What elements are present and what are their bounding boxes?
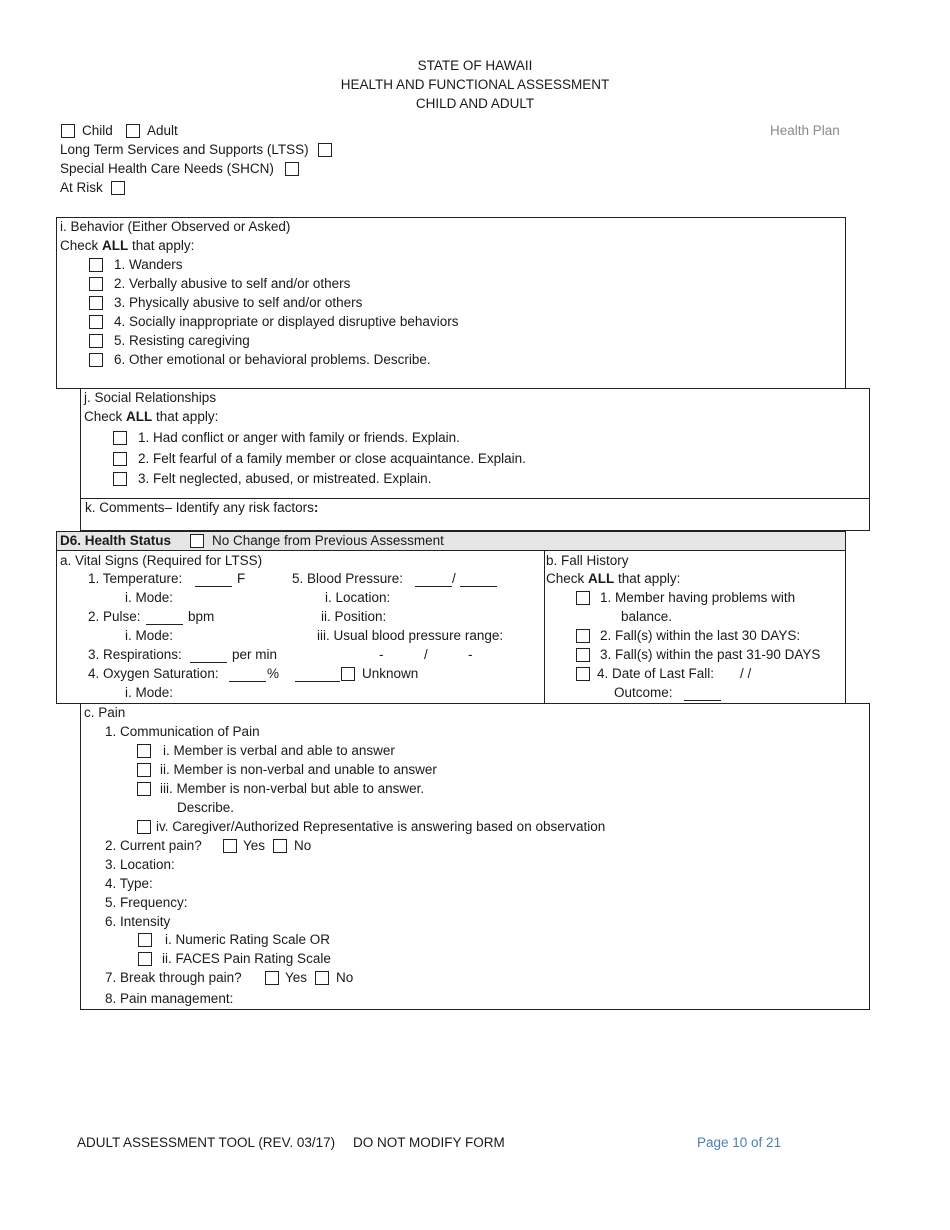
pulse-mode-label: i. Mode: bbox=[125, 628, 174, 643]
pulse-field[interactable] bbox=[146, 612, 183, 625]
behavior-instructions: Check ALL that apply: bbox=[60, 238, 195, 253]
oxygen-unknown-label: Unknown bbox=[362, 666, 419, 681]
behavior-checkbox-1[interactable] bbox=[89, 258, 103, 272]
fall-item-1: 1. Member having problems with bbox=[600, 590, 796, 605]
pain-comm-item-1: i. Member is verbal and able to answer bbox=[163, 743, 395, 758]
health-status-title: D6. Health Status bbox=[60, 533, 172, 548]
adult-label: Adult bbox=[147, 123, 178, 138]
pulse-unit: bpm bbox=[188, 609, 215, 624]
pain-intensity-label: 6. Intensity bbox=[105, 914, 171, 929]
pain-comm-checkbox-1[interactable] bbox=[137, 744, 151, 758]
shcn-label: Special Health Care Needs (SHCN) bbox=[60, 161, 274, 176]
bp-usual-range-label: iii. Usual blood pressure range: bbox=[317, 628, 504, 643]
bp-location-label: i. Location: bbox=[325, 590, 391, 605]
behavior-checkbox-2[interactable] bbox=[89, 277, 103, 291]
faces-scale-checkbox[interactable] bbox=[138, 952, 152, 966]
health-plan-label: Health Plan bbox=[770, 123, 840, 138]
health-status-header bbox=[56, 531, 846, 551]
numeric-scale-label: i. Numeric Rating Scale OR bbox=[165, 932, 331, 947]
header-line-1: STATE OF HAWAII bbox=[417, 58, 533, 73]
breakthrough-pain-label: 7. Break through pain? bbox=[105, 970, 242, 985]
no-change-label: No Change from Previous Assessment bbox=[212, 533, 444, 548]
oxygen-saturation-label: 4. Oxygen Saturation: bbox=[88, 666, 219, 681]
pulse-label: 2. Pulse: bbox=[88, 609, 141, 624]
blood-pressure-slash: / bbox=[452, 571, 456, 586]
behavior-title: i. Behavior (Either Observed or Asked) bbox=[60, 219, 291, 234]
behavior-item-6: 6. Other emotional or behavioral problems. Describe. bbox=[114, 352, 431, 367]
breakthrough-yes-label: Yes bbox=[285, 970, 308, 985]
respirations-field[interactable] bbox=[190, 650, 227, 663]
header-line-3: CHILD AND ADULT bbox=[415, 96, 535, 111]
behavior-item-4: 4. Socially inappropriate or displayed disruptive behaviors bbox=[114, 314, 459, 329]
fall-history-title: b. Fall History bbox=[546, 553, 629, 568]
social-instructions: Check ALL that apply: bbox=[84, 409, 219, 424]
respirations-label: 3. Respirations: bbox=[88, 647, 182, 662]
behavior-item-1: 1. Wanders bbox=[114, 257, 183, 272]
fall-outcome-field[interactable] bbox=[684, 688, 721, 701]
pain-communication-label: 1. Communication of Pain bbox=[105, 724, 260, 739]
oxygen-saturation-field[interactable] bbox=[229, 669, 266, 682]
fall-outcome-label: Outcome: bbox=[614, 685, 673, 700]
shcn-checkbox[interactable] bbox=[285, 162, 299, 176]
behavior-item-2: 2. Verbally abusive to self and/or others bbox=[114, 276, 351, 291]
breakthrough-no-label: No bbox=[336, 970, 354, 985]
social-checkbox-2[interactable] bbox=[113, 452, 127, 466]
fall-checkbox-1[interactable] bbox=[576, 591, 590, 605]
footer-tool-name: ADULT ASSESSMENT TOOL (REV. 03/17) bbox=[77, 1135, 336, 1150]
pain-comm-checkbox-4[interactable] bbox=[137, 820, 151, 834]
social-item-3: 3. Felt neglected, abused, or mistreated. Explain. bbox=[138, 471, 432, 486]
temperature-label: 1. Temperature: bbox=[88, 571, 183, 586]
breakthrough-yes-checkbox[interactable] bbox=[265, 971, 279, 985]
current-pain-no-label: No bbox=[294, 838, 312, 853]
fall-checkbox-4[interactable] bbox=[576, 667, 590, 681]
bp-range-dash-2: - bbox=[468, 647, 473, 662]
temperature-field[interactable] bbox=[195, 574, 232, 587]
bp-range-slash: / bbox=[424, 647, 428, 662]
footer-notice: DO NOT MODIFY FORM bbox=[353, 1135, 505, 1150]
temperature-unit: F bbox=[237, 571, 246, 586]
social-title: j. Social Relationships bbox=[84, 390, 217, 405]
pain-comm-item-4: iv. Caregiver/Authorized Representative is answering based on observation bbox=[156, 819, 606, 834]
fall-item-3: 3. Fall(s) within the past 31-90 DAYS bbox=[600, 647, 821, 662]
behavior-item-5: 5. Resisting caregiving bbox=[114, 333, 250, 348]
no-change-checkbox[interactable] bbox=[190, 534, 204, 548]
blood-pressure-diastolic-field[interactable] bbox=[460, 574, 497, 587]
current-pain-yes-label: Yes bbox=[243, 838, 266, 853]
bp-position-label: ii. Position: bbox=[321, 609, 387, 624]
current-pain-label: 2. Current pain? bbox=[105, 838, 202, 853]
pain-comm-item-3: iii. Member is non-verbal but able to answer. bbox=[160, 781, 425, 796]
comments-label: k. Comments– Identify any risk factors: bbox=[85, 500, 319, 515]
social-checkbox-3[interactable] bbox=[113, 472, 127, 486]
breakthrough-no-checkbox[interactable] bbox=[315, 971, 329, 985]
vital-signs-title: a. Vital Signs (Required for LTSS) bbox=[60, 553, 263, 568]
respirations-unit: per min bbox=[232, 647, 278, 662]
pain-management-label: 8. Pain management: bbox=[105, 991, 234, 1006]
social-item-1: 1. Had conflict or anger with family or friends. Explain. bbox=[138, 430, 460, 445]
pain-comm-item-2: ii. Member is non-verbal and unable to answer bbox=[160, 762, 437, 777]
ltss-label: Long Term Services and Supports (LTSS) bbox=[60, 142, 309, 157]
ltss-checkbox[interactable] bbox=[318, 143, 332, 157]
header-line-2: HEALTH AND FUNCTIONAL ASSESSMENT bbox=[340, 77, 610, 92]
fall-item-1-cont: balance. bbox=[621, 609, 673, 624]
behavior-checkbox-6[interactable] bbox=[89, 353, 103, 367]
pain-comm-checkbox-3[interactable] bbox=[137, 782, 151, 796]
at-risk-label: At Risk bbox=[60, 180, 103, 195]
fall-checkbox-2[interactable] bbox=[576, 629, 590, 643]
faces-scale-label: ii. FACES Pain Rating Scale bbox=[162, 951, 331, 966]
fall-date-slashes: / / bbox=[740, 666, 752, 681]
fall-checkbox-3[interactable] bbox=[576, 648, 590, 662]
temperature-mode-label: i. Mode: bbox=[125, 590, 174, 605]
pain-comm-item-3-describe: Describe. bbox=[177, 800, 235, 815]
current-pain-yes-checkbox[interactable] bbox=[223, 839, 237, 853]
social-item-2: 2. Felt fearful of a family member or close acquaintance. Explain. bbox=[138, 451, 526, 466]
behavior-checkbox-3[interactable] bbox=[89, 296, 103, 310]
adult-checkbox[interactable] bbox=[126, 124, 140, 138]
at-risk-checkbox[interactable] bbox=[111, 181, 125, 195]
fall-item-4: 4. Date of Last Fall: bbox=[597, 666, 715, 681]
blood-pressure-label: 5. Blood Pressure: bbox=[292, 571, 404, 586]
pain-title: c. Pain bbox=[84, 705, 126, 720]
fall-history-instructions: Check ALL that apply: bbox=[546, 571, 681, 586]
oxygen-mode-label: i. Mode: bbox=[125, 685, 174, 700]
current-pain-no-checkbox[interactable] bbox=[273, 839, 287, 853]
blood-pressure-systolic-field[interactable] bbox=[415, 574, 452, 587]
footer-page-number: Page 10 of 21 bbox=[697, 1135, 782, 1150]
behavior-checkbox-5[interactable] bbox=[89, 334, 103, 348]
numeric-scale-checkbox[interactable] bbox=[138, 933, 152, 947]
behavior-item-3: 3. Physically abusive to self and/or others bbox=[114, 295, 363, 310]
pain-type-label: 4. Type: bbox=[105, 876, 153, 891]
oxygen-saturation-unit: % bbox=[267, 666, 280, 681]
social-checkbox-1[interactable] bbox=[113, 431, 127, 445]
bp-range-dash-1: - bbox=[379, 647, 384, 662]
oxygen-unknown-checkbox[interactable] bbox=[341, 667, 355, 681]
behavior-checkbox-4[interactable] bbox=[89, 315, 103, 329]
pain-location-label: 3. Location: bbox=[105, 857, 175, 872]
pain-comm-checkbox-2[interactable] bbox=[137, 763, 151, 777]
fall-item-2: 2. Fall(s) within the last 30 DAYS: bbox=[600, 628, 801, 643]
child-checkbox[interactable] bbox=[61, 124, 75, 138]
oxygen-extra-field[interactable] bbox=[295, 669, 340, 682]
child-label: Child bbox=[82, 123, 113, 138]
pain-frequency-label: 5. Frequency: bbox=[105, 895, 188, 910]
